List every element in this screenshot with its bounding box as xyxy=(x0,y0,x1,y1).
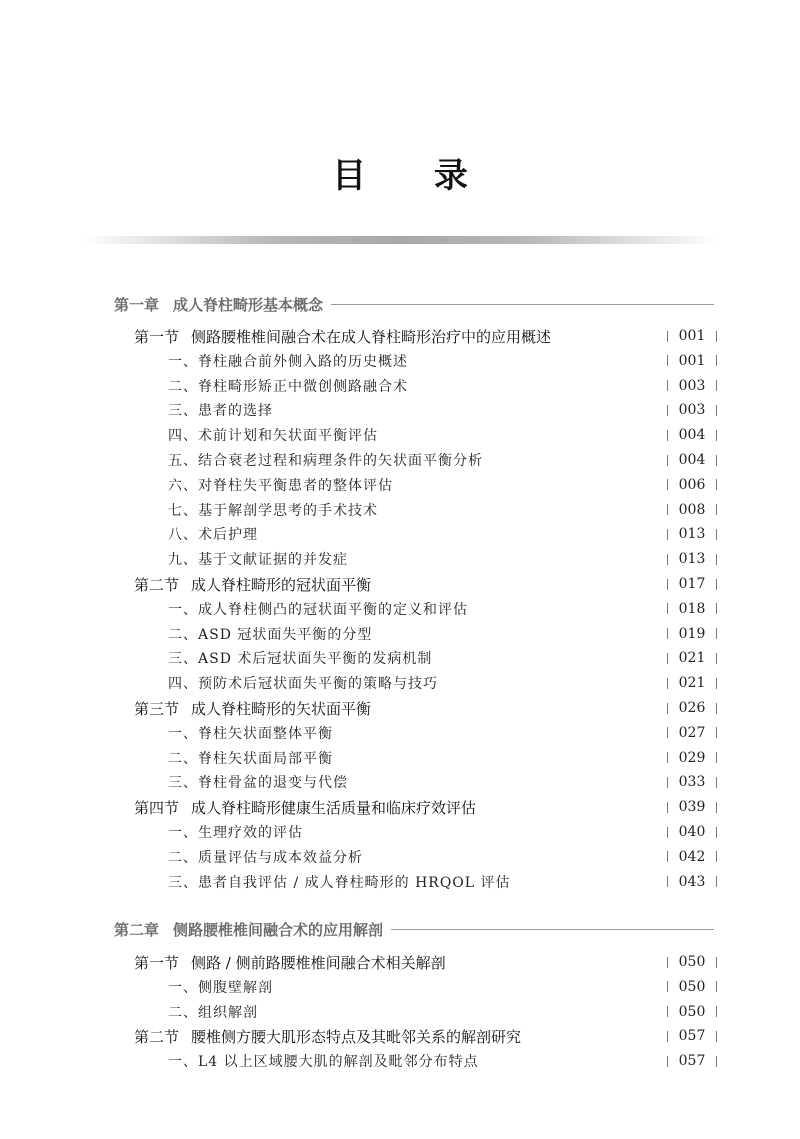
chapter-number: 第二章 xyxy=(114,920,160,939)
entry-title: 六、对脊柱失平衡患者的整体评估 xyxy=(168,477,393,494)
page-number xyxy=(667,722,717,744)
page-bar-right xyxy=(716,1056,717,1067)
page-number-text: 001 xyxy=(678,352,706,369)
page-number xyxy=(667,1025,717,1047)
page-number-text: 008 xyxy=(678,501,706,518)
page-number-text: 050 xyxy=(678,1003,706,1020)
page-bar-right xyxy=(716,851,717,862)
chapter-title xyxy=(114,919,391,940)
section-number: 第一节 xyxy=(134,953,180,972)
page-number xyxy=(667,1001,717,1023)
page-number-text: 006 xyxy=(678,476,706,493)
toc-section-entry[interactable] xyxy=(134,573,371,595)
toc-item-entry[interactable] xyxy=(168,771,348,793)
page-bar-right xyxy=(716,554,717,565)
page-number xyxy=(667,951,717,973)
page-bar-right xyxy=(716,678,717,689)
page-bar-right xyxy=(716,752,717,763)
entry-title: 成人脊柱畸形的冠状面平衡 xyxy=(191,575,372,594)
toc-item-entry[interactable] xyxy=(168,598,468,620)
toc-item-entry[interactable] xyxy=(168,976,273,998)
page-bar-right xyxy=(716,703,717,714)
page-number-text: 019 xyxy=(678,625,706,642)
page-bar-right xyxy=(716,430,717,441)
page-number-text: 033 xyxy=(678,774,706,791)
toc-item-entry[interactable] xyxy=(168,623,372,645)
page-number-text: 021 xyxy=(678,675,706,692)
page-number-text: 050 xyxy=(678,954,706,970)
page-number xyxy=(667,697,717,719)
page-bar-right xyxy=(716,479,717,490)
toc-section-entry[interactable] xyxy=(134,951,446,973)
toc-item-entry[interactable] xyxy=(168,846,363,868)
page-bar-right xyxy=(716,957,717,968)
toc-item-entry[interactable] xyxy=(168,548,348,570)
page-number xyxy=(667,976,717,998)
page-number xyxy=(667,672,717,694)
page-number-text: 013 xyxy=(678,526,706,543)
chapter-rule xyxy=(331,304,714,305)
entry-title: 八、术后护理 xyxy=(168,527,258,544)
page-number xyxy=(667,796,717,818)
page-number xyxy=(667,747,717,769)
toc-item-entry[interactable] xyxy=(168,722,333,744)
toc-item-entry[interactable] xyxy=(168,871,511,893)
page-number xyxy=(667,871,717,893)
page-number xyxy=(667,499,717,521)
entry-title: 一、生理疗效的评估 xyxy=(168,825,303,841)
entry-title: 二、ASD 冠状面失平衡的分型 xyxy=(168,626,373,643)
entry-title: 侧路腰椎椎间融合术在成人脊柱畸形治疗中的应用概述 xyxy=(191,327,552,346)
entry-title: 成人脊柱畸形健康生活质量和临床疗效评估 xyxy=(191,798,477,817)
page-number-text: 003 xyxy=(678,377,706,394)
page-bar-right xyxy=(716,331,717,342)
entry-title: 侧路 / 侧前路腰椎椎间融合术相关解剖 xyxy=(191,953,446,972)
entry-title: 二、脊柱矢状面局部平衡 xyxy=(168,750,333,767)
page-number-text: 050 xyxy=(678,978,706,995)
page-number-text: 017 xyxy=(678,576,706,592)
entry-title: 一、L4 以上区域腰大肌的解剖及毗邻分布特点 xyxy=(168,1054,479,1071)
page-number-text: 057 xyxy=(678,1053,706,1070)
page-bar-right xyxy=(716,455,717,466)
section-number: 第二节 xyxy=(134,575,180,594)
entry-title: 七、基于解剖学思考的手术技术 xyxy=(168,502,378,519)
toc-section-entry[interactable] xyxy=(134,796,476,818)
toc-item-entry[interactable] xyxy=(168,747,333,769)
entry-title: 三、患者自我评估 / 成人脊柱畸形的 HRQOL 评估 xyxy=(168,874,511,891)
page-number xyxy=(667,771,717,793)
page-bar-right xyxy=(716,1031,717,1042)
page-bar-right xyxy=(716,653,717,664)
page-number-text: 001 xyxy=(678,328,706,344)
toc-item-entry[interactable] xyxy=(168,499,378,521)
page-bar-right xyxy=(716,579,717,590)
page-number xyxy=(667,424,717,446)
page-number xyxy=(667,647,717,669)
page-bar-right xyxy=(716,876,717,887)
entry-title: 三、脊柱骨盆的退变与代偿 xyxy=(168,775,348,792)
chapter-heading xyxy=(114,292,714,316)
toc-item-entry[interactable] xyxy=(168,821,303,843)
entry-title: 一、成人脊柱侧凸的冠状面平衡的定义和评估 xyxy=(168,601,468,618)
title-divider xyxy=(80,236,720,244)
page-number-text: 013 xyxy=(678,551,706,568)
page-number xyxy=(667,846,717,868)
toc-item-entry[interactable] xyxy=(168,1050,479,1072)
page-number xyxy=(667,573,717,595)
page-number-text: 026 xyxy=(678,700,706,716)
page-number-text: 039 xyxy=(678,799,706,816)
page-number-text: 004 xyxy=(678,427,706,444)
toc-item-entry[interactable] xyxy=(168,672,438,694)
page-bar-right xyxy=(716,504,717,515)
page-bar-right xyxy=(716,777,717,788)
toc-section-entry[interactable] xyxy=(134,1025,521,1047)
toc-item-entry[interactable] xyxy=(168,1001,258,1023)
page-number-text: 057 xyxy=(678,1028,706,1045)
page-number xyxy=(667,548,717,570)
toc-item-entry[interactable] xyxy=(168,647,432,669)
page-bar-right xyxy=(716,405,717,416)
section-number: 第三节 xyxy=(134,699,180,718)
entry-title: 四、术前计划和矢状面平衡评估 xyxy=(168,428,378,445)
page-number xyxy=(667,474,717,496)
chapter-name: 侧路腰椎椎间融合术的应用解剖 xyxy=(173,920,384,939)
page-bar-right xyxy=(716,628,717,639)
entry-title: 三、ASD 术后冠状面失平衡的发病机制 xyxy=(168,651,433,668)
chapter-number: 第一章 xyxy=(114,295,160,314)
page-number-text: 018 xyxy=(678,600,706,617)
toc-section-entry[interactable] xyxy=(134,325,551,347)
chapter-title xyxy=(114,294,331,315)
toc-item-entry[interactable] xyxy=(168,474,393,496)
page-number xyxy=(667,623,717,645)
page-number-text: 003 xyxy=(678,402,706,419)
page-number xyxy=(667,375,717,397)
toc-item-entry[interactable] xyxy=(168,523,258,545)
section-number: 第一节 xyxy=(134,327,180,346)
page-title: 目 录 xyxy=(332,156,496,196)
page-number xyxy=(667,598,717,620)
page-number-text: 029 xyxy=(678,749,706,766)
entry-title: 一、脊柱融合前外侧入路的历史概述 xyxy=(168,353,408,370)
page-number xyxy=(667,350,717,372)
entry-title: 一、脊柱矢状面整体平衡 xyxy=(168,725,333,742)
chapter-rule xyxy=(391,929,714,930)
page-number-text: 042 xyxy=(678,848,706,865)
page-bar-right xyxy=(716,603,717,614)
page-number xyxy=(667,325,717,347)
section-number: 第二节 xyxy=(134,1027,180,1046)
page-bar-right xyxy=(716,981,717,992)
page-number xyxy=(667,523,717,545)
chapter-name: 成人脊柱畸形基本概念 xyxy=(173,295,324,314)
page-number-text: 021 xyxy=(678,650,706,667)
page-number xyxy=(667,399,717,421)
toc-section-entry[interactable] xyxy=(134,697,371,719)
page-bar-right xyxy=(716,827,717,838)
page-bar-right xyxy=(716,802,717,813)
chapter-heading xyxy=(114,917,714,941)
entry-title: 四、预防术后冠状面失平衡的策略与技巧 xyxy=(168,676,438,693)
section-number: 第四节 xyxy=(134,798,180,817)
entry-title: 九、基于文献证据的并发症 xyxy=(168,552,348,569)
entry-title: 二、组织解剖 xyxy=(168,1004,258,1021)
entry-title: 二、质量评估与成本效益分析 xyxy=(168,849,363,866)
page-number xyxy=(667,1050,717,1072)
page-bar-right xyxy=(716,380,717,391)
entry-title: 成人脊柱畸形的矢状面平衡 xyxy=(191,699,372,718)
entry-title: 二、脊柱畸形矫正中微创侧路融合术 xyxy=(168,378,408,395)
page-bar-right xyxy=(716,529,717,540)
page-number-text: 027 xyxy=(678,724,706,741)
page-number-text: 004 xyxy=(678,452,706,468)
page-number-text: 040 xyxy=(678,824,706,840)
toc-item-entry[interactable] xyxy=(168,375,408,397)
page-number-text: 043 xyxy=(678,873,706,890)
entry-title: 三、患者的选择 xyxy=(168,403,273,420)
toc-item-entry[interactable] xyxy=(168,350,408,372)
page-number xyxy=(667,821,717,843)
toc-item-entry[interactable] xyxy=(168,424,378,446)
entry-title: 一、侧腹壁解剖 xyxy=(168,979,273,996)
page-bar-right xyxy=(716,727,717,738)
entry-title: 腰椎侧方腰大肌形态特点及其毗邻关系的解剖研究 xyxy=(191,1027,522,1046)
toc-item-entry[interactable] xyxy=(168,449,483,471)
page-number xyxy=(667,449,717,471)
page-bar-right xyxy=(716,355,717,366)
entry-title: 五、结合衰老过程和病理条件的矢状面平衡分析 xyxy=(168,453,483,469)
toc-item-entry[interactable] xyxy=(168,399,273,421)
page-bar-right xyxy=(716,1006,717,1017)
